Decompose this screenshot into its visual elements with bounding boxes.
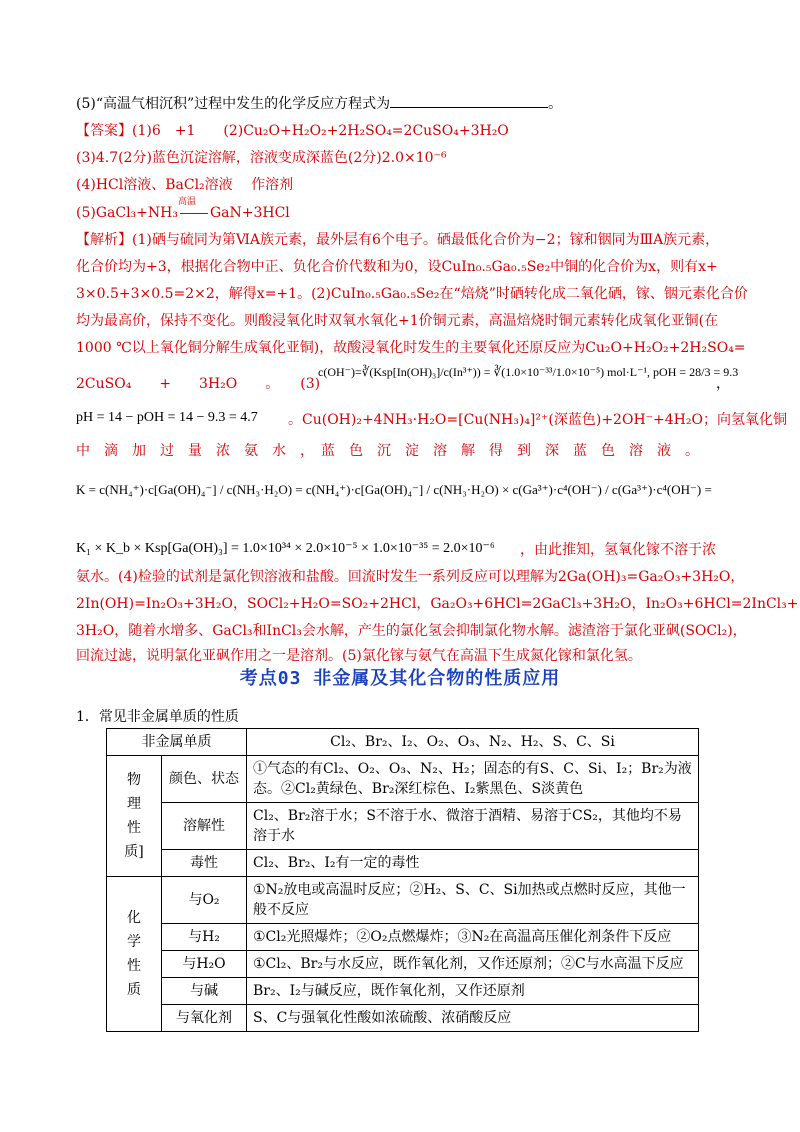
- table-row: 毒性 Cl₂、Br₂、I₂有一定的毒性: [107, 850, 699, 877]
- section-subtitle: 1．常见非金属单质的性质: [76, 709, 239, 725]
- answer-label: 【答案】: [76, 123, 132, 139]
- analysis-line-3: 3×0.5+3×0.5=2×2，解得x=+1。(2)CuIn₀.₅Ga₀.₅Se₂在“焙烧”时硒转化成二氧化硒，镓、铟元素化合价: [76, 286, 748, 302]
- answer-line-4: (5)GaCl₃+NH₃ 高温 GaN+3HCl: [76, 197, 290, 221]
- analysis-line-8: 中 滴 加 过 量 浓 氨 水 ， 蓝 色 沉 淀 溶 解 得 到 深 蓝 色 溶 液 。: [76, 443, 699, 459]
- question-5-text: (5)“高温气相沉积”过程中发生的化学反应方程式为: [76, 96, 391, 112]
- analysis-line-7: 。Cu(OH)₂+4NH₃·H₂O=[Cu(NH₃)₄]²⁺(深蓝色)+2OH⁻+4H₂O；向氢氧化铜: [288, 412, 787, 428]
- answer-line-1: 【答案】(1)6 +1 (2)Cu₂O+H₂O₂+2H₂SO₄=2CuSO₄+3H₂O: [76, 123, 509, 139]
- answer-blank: [390, 95, 548, 108]
- analysis-line-14: 回流过滤，说明氯化亚砜作用之一是溶剂。(5)氯化镓与氨气在高温下生成氮化镓和氯化氢。: [76, 648, 642, 664]
- table-row: 与H₂ ①Cl₂光照爆炸；②O₂点燃爆炸；③N₂在高温高压催化剂条件下反应: [107, 924, 699, 951]
- document-page: (5)“高温气相沉积”过程中发生的化学反应方程式为 。 【答案】(1)6 +1 (2)Cu₂O+H₂O₂+2H₂SO₄=2CuSO₄+3H₂O (3)4.7(2分)蓝色沉淀溶解，溶液变成深蓝色(2分)2.0×10⁻⁶ (4)HCl溶液、BaCl₂溶液 作溶剂 (5)GaCl₃+NH₃ 高温 GaN+3HCl 【解析】(1)硒与硫同为第ⅥA族元素，最外层有6个电子。硒最低化合价为−2；镓和铟同为ⅢA族元素， 化合价均为+3，根据化合物中正、负化合价代数和为0，设CuIn₀.₅Ga₀.₅Se₂中铜的化合价为x，则有x+ 3×0.5+3×0.5=2×2，解得x=+1。(2)CuIn₀.₅Ga₀.₅Se₂在“焙烧”时硒转化成二氧化硒，镓、铟元素化合价 均为最高价，保持不变化。则酸浸氧化时双氧水氧化+1价铜元素，高温焙烧时铜元素转化成氧化亚铜(在 1000 ℃以上氧化铜分解生成氧化亚铜)，故酸浸氧化时发生的主要氧化还原反应为Cu₂O+H₂O₂+2H₂SO₄= 2CuSO₄ + 3H₂O 。 (3) c(OH⁻)=∛(Ksp[In(OH)₃]/c(In³⁺)) = ∛(1.0×10⁻³³/1.0×10⁻⁵) mol·L⁻¹, pOH = 28/3 = 9.3 ， pH = 14 − pOH = 14 − 9.3 = 4.7 。Cu(OH)₂+4NH₃·H₂O=[Cu(NH₃)₄]²⁺(深蓝色)+2OH⁻+4H₂O；向氢氧化铜 中 滴 加 过 量 浓 氨 水 ， 蓝 色 沉 淀 溶 解 得 到 深 蓝 色 溶 液 。 K = c(NH₄⁺)·c[Ga(OH)₄⁻] / c(NH₃·H₂O) = c(NH₄⁺)·c[Ga(OH)₄⁻] / c(NH₃·H₂O) × c(Ga³⁺)·c⁴(OH⁻) / c(Ga³⁺)·c⁴(OH⁻) = K₁ × K_b × Ksp[Ga(OH)₃] = 1.0×10³⁴ × 2.0×10⁻⁵ × 1.0×10⁻³⁵ = 2.0×10⁻⁶ ，由此推知，氢氧化镓不溶于浓 氨水。(4)检验的试剂是氯化钡溶液和盐酸。回流时发生一系列反应可以理解为2Ga(OH)₃=Ga₂O₃+3H₂O， 2In(OH)=In₂O₃+3H₂O，SOCl₂+H₂O=SO₂+2HCl，Ga₂O₃+6HCl=2GaCl₃+3H₂O，In₂O₃+6HCl=2InCl₃+ 3H₂O，随着水增多、GaCl₃和InCl₃会水解，产生的氯化氢会抑制氯化物水解。滤渣溶于氯化亚砜(SOCl₂)， 回流过滤，说明氯化亚砜作用之一是溶剂。(5)氯化镓与氨气在高温下生成氮化镓和氯化氢。 考点03 非金属及其化合物的性质应用 1．常见非金属单质的性质 非金属单质 Cl₂、Br₂、I₂、O₂、O₃、N₂、H₂、S、C、Si 物 理 性 质] 颜色、状态 ①气态的有Cl₂、O₂、O₃、N₂、H₂；固态的有S、C、Si、I₂；Br₂为液态。②Cl₂黄绿色、Br₂深红棕色、I₂紫黑色、S淡黄色 溶解性 Cl₂、Br₂溶于水；S不溶于水、微溶于酒精、易溶于CS₂，其他均不易溶于水 毒性 Cl₂、Br₂、I₂有一定的毒性 化 学 性 质 与O₂ ①N₂放电或高温时反应；②H₂、S、C、Si加热或点燃时反应，其他一般不反应 与H₂ ①Cl₂光照爆炸；②O₂点燃爆炸；③N₂在高温高压催化剂条件下反应 与H₂O ①Cl₂、Br₂与水反应，既作氧化剂，又作还原剂；②C与水高温下反应 与碱 Br₂、I₂与碱反应，既作氧化剂，又作还原剂 与氧化剂 S、C与强氧化性酸如浓硫酸、浓硝酸反应: [0, 0, 800, 1132]
- answer-line-3: (4)HCl溶液、BaCl₂溶液 作溶剂: [76, 177, 294, 193]
- table-header-row: 非金属单质 Cl₂、Br₂、I₂、O₂、O₃、N₂、H₂、S、C、Si: [107, 729, 699, 756]
- analysis-line-1: 【解析】(1)硒与硫同为第ⅥA族元素，最外层有6个电子。硒最低化合价为−2；镓和铟同为ⅢA族元素，: [76, 232, 720, 248]
- formula-oh-concentration: c(OH⁻)=∛(Ksp[In(OH)₃]/c(In³⁺)) = ∛(1.0×10⁻³³/1.0×10⁻⁵) mol·L⁻¹, pOH = 28/3 = 9.3: [318, 365, 739, 379]
- question-5: (5)“高温气相沉积”过程中发生的化学反应方程式为 。: [76, 96, 563, 112]
- section-heading: 考点03 非金属及其化合物的性质应用: [239, 668, 561, 689]
- analysis-line-2: 化合价均为+3，根据化合物中正、负化合价代数和为0，设CuIn₀.₅Ga₀.₅Se₂中铜的化合价为x，则有x+: [76, 259, 718, 275]
- reaction-arrow: 高温: [178, 203, 210, 223]
- table-row: 与H₂O ①Cl₂、Br₂与水反应，既作氧化剂，又作还原剂；②C与水高温下反应: [107, 951, 699, 978]
- physical-properties-label: 物 理 性 质]: [107, 756, 162, 877]
- formula-k-value: K₁ × K_b × Ksp[Ga(OH)₃] = 1.0×10³⁴ × 2.0×10⁻⁵ × 1.0×10⁻³⁵ = 2.0×10⁻⁶: [76, 541, 495, 556]
- answer-line-2: (3)4.7(2分)蓝色沉淀溶解，溶液变成深蓝色(2分)2.0×10⁻⁶: [76, 150, 447, 166]
- table-row: 化 学 性 质 与O₂ ①N₂放电或高温时反应；②H₂、S、C、Si加热或点燃时反应，其他一般不反应: [107, 877, 699, 924]
- nonmetal-properties-table: [106, 728, 699, 1032]
- chemical-properties-label: 化 学 性 质: [107, 877, 162, 1032]
- analysis-label: 【解析】: [76, 232, 132, 248]
- analysis-line-11: 氨水。(4)检验的试剂是氯化钡溶液和盐酸。回流时发生一系列反应可以理解为2Ga(OH)₃=Ga₂O₃+3H₂O，: [76, 569, 745, 585]
- table-row: 溶解性 Cl₂、Br₂溶于水；S不溶于水、微溶于酒精、易溶于CS₂，其他均不易溶于水: [107, 803, 699, 850]
- analysis-line-13: 3H₂O，随着水增多、GaCl₃和InCl₃会水解，产生的氯化氢会抑制氯化物水解。滤渣溶于氯化亚砜(SOCl₂)，: [76, 623, 747, 639]
- analysis-line-4: 均为最高价，保持不变化。则酸浸氧化时双氧水氧化+1价铜元素，高温焙烧时铜元素转化成氧化亚铜(在: [76, 313, 719, 329]
- analysis-line-5: 1000 ℃以上氧化铜分解生成氧化亚铜)，故酸浸氧化时发生的主要氧化还原反应为Cu₂O+H₂O₂+2H₂SO₄=: [76, 340, 746, 356]
- analysis-line-12: 2In(OH)=In₂O₃+3H₂O，SOCl₂+H₂O=SO₂+2HCl，Ga₂O₃+6HCl=2GaCl₃+3H₂O，In₂O₃+6HCl=2InCl₃+: [76, 596, 799, 612]
- formula-equilibrium-constant: K = c(NH₄⁺)·c[Ga(OH)₄⁻] / c(NH₃·H₂O) = c(NH₄⁺)·c[Ga(OH)₄⁻] / c(NH₃·H₂O) × c(Ga³⁺)·c⁴(OH⁻) / c(Ga³⁺)·c⁴(OH⁻) =: [76, 482, 712, 497]
- table-row: 物 理 性 质] 颜色、状态 ①气态的有Cl₂、O₂、O₃、N₂、H₂；固态的有S、C、Si、I₂；Br₂为液态。②Cl₂黄绿色、Br₂深红棕色、I₂紫黑色、S淡黄色: [107, 756, 699, 803]
- table-row: 与氧化剂 S、C与强氧化性酸如浓硫酸、浓硝酸反应: [107, 1005, 699, 1032]
- analysis-line-10: ，由此推知，氢氧化镓不溶于浓: [520, 542, 716, 558]
- formula-ph: pH = 14 − pOH = 14 − 9.3 = 4.7: [76, 410, 258, 425]
- table-row: 与碱 Br₂、I₂与碱反应，既作氧化剂，又作还原剂: [107, 978, 699, 1005]
- analysis-line-6: 2CuSO₄ + 3H₂O 。 (3): [76, 376, 321, 392]
